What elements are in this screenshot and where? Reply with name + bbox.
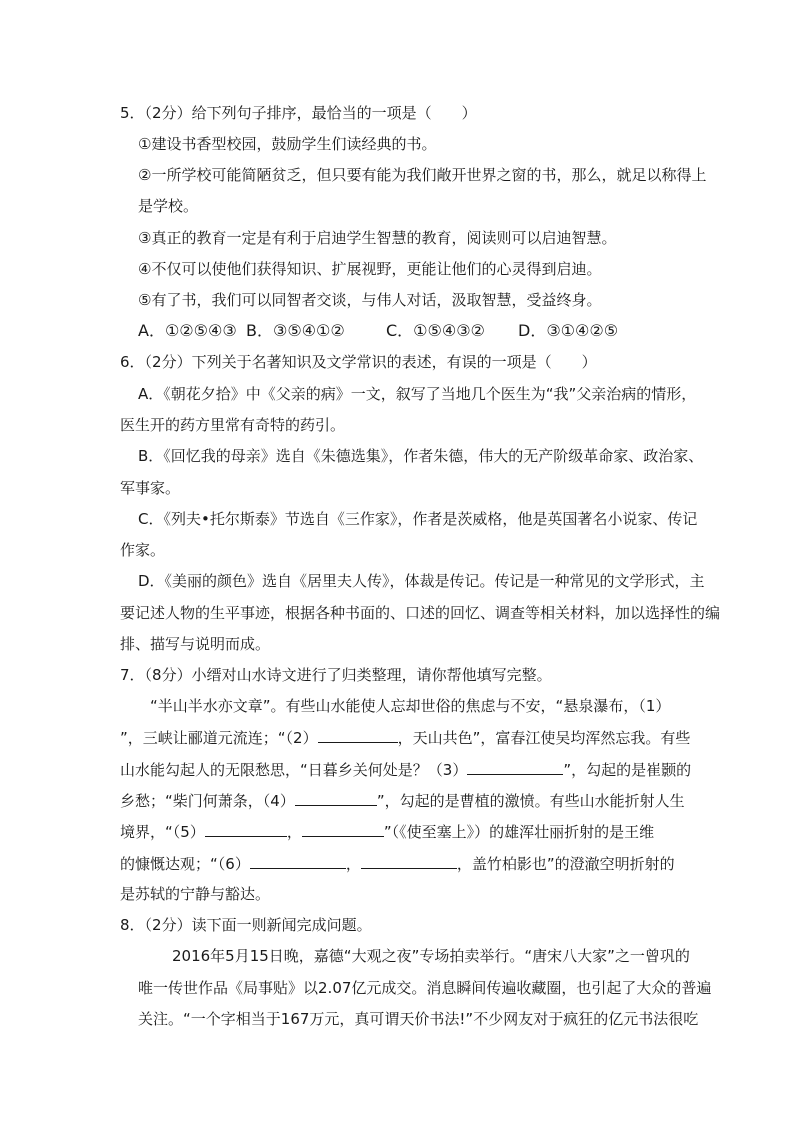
q6-option-d-cont-1: 要记述人物的生平事迹，根据各种书面的、口述的回忆、调查等相关材料，加以选择性的编: [120, 604, 721, 622]
q5-option-d[interactable]: D．③①④②⑤: [518, 321, 619, 340]
q7-line-3: [120, 759, 691, 780]
q7-line-5-c: ”（《使至塞上》）的雄浑壮丽折射的是王维: [383, 823, 655, 841]
q7-blank-2[interactable]: [318, 727, 398, 743]
q7-line-4-b: ”，勾起的是曹植的激愤。有些山水能折射人生: [376, 792, 685, 810]
q6-option-b: B．《回忆我的母亲》选自《朱德选集》，作者朱德，伟大的无产阶级革命家、政治家、: [138, 447, 704, 465]
q6-option-c: C．《列夫•托尔斯泰》节选自《三作家》，作者是茨威格，他是英国著名小说家、传记: [138, 510, 698, 528]
q7-blank-6b[interactable]: [361, 853, 457, 869]
q7-stem: 7．（8分）小缙对山水诗文进行了归类整理，请你帮他填写完整。: [120, 666, 552, 684]
q7-line-6-c: ，盖竹柏影也”的澄澈空明折射的: [456, 855, 675, 873]
q7-line-3-a: 山水能勾起人的无限愁思，“日暮乡关何处是？（3）: [120, 761, 468, 779]
q7-line-2: [120, 727, 690, 748]
q7-blank-6a[interactable]: [250, 853, 346, 869]
q7-line-2-a: ”，三峡让郦道元流连；“（2）: [120, 729, 318, 747]
q7-line-3-b: ”，勾起的是崔颢的: [563, 761, 692, 779]
q7-line-5-a: 境界，“（5）: [120, 823, 205, 841]
q5-sentence-3: ③真正的教育一定是有利于启迪学生智慧的教育，阅读则可以启迪智慧。: [138, 229, 617, 247]
q5-options: [138, 321, 618, 341]
q6-option-a-cont: 医生开的药方里常有奇特的药引。: [120, 416, 346, 434]
q8-news-line-2: 唯一传世作品《局事贴》以2.07亿元成交。消息瞬间传遍收藏圈，也引起了大众的普遍: [138, 979, 712, 997]
q6-option-a: A．《朝花夕拾》中《父亲的病》一文，叙写了当地几个医生为“我”父亲治病的情形，: [138, 385, 697, 403]
q5-sentence-2: ②一所学校可能简陋贫乏，但只要有能为我们敞开世界之窗的书，那么，就足以称得上: [138, 166, 707, 184]
q7-line-1: “半山半水亦文章”。有些山水能使人忘却世俗的焦虑与不安，“悬泉瀑布，（1）: [150, 697, 671, 715]
q5-stem: 5．（2分）给下列句子排序，最恰当的一项是（ ）: [120, 104, 477, 122]
q6-option-d-cont-2: 排、描写与说明而成。: [120, 635, 271, 653]
q6-option-b-cont: 军事家。: [120, 479, 181, 497]
q5-sentence-5: ⑤有了书，我们可以同智者交谈，与伟人对话，汲取智慧，受益终身。: [138, 291, 602, 309]
q8-news-line-3: 关注。“一个字相当于167万元，真可谓天价书法!”不少网友对于疯狂的亿元书法很吃: [138, 1010, 699, 1028]
q8-news-line-1: 2016年5月15日晚，嘉德“大观之夜”专场拍卖举行。“唐宋八大家”之一曾巩的: [172, 947, 690, 965]
q7-blank-5b[interactable]: [302, 821, 384, 837]
q7-blank-3[interactable]: [467, 759, 563, 775]
q7-line-4: [120, 790, 685, 811]
q5-option-a[interactable]: A．①②⑤④③: [138, 321, 237, 340]
q5-sentence-4: ④不仅可以使他们获得知识、扩展视野，更能让他们的心灵得到启迪。: [138, 260, 602, 278]
q7-blank-4[interactable]: [295, 790, 377, 806]
q7-line-5-b: ，: [286, 823, 302, 841]
q7-blank-5a[interactable]: [205, 821, 287, 837]
q5-sentence-2-cont: 是学校。: [138, 197, 199, 215]
q5-option-b[interactable]: B．③⑤④①②: [246, 321, 345, 340]
q7-line-6-a: 的慷慨达观；“（6）: [120, 855, 250, 873]
q8-stem: 8．（2分）读下面一则新闻完成问题。: [120, 916, 372, 934]
q6-option-d: D．《美丽的颜色》选自《居里夫人传》，体裁是传记。传记是一种常见的文学形式，主: [138, 572, 705, 590]
q6-stem: 6．（2分）下列关于名著知识及文学常识的表述，有误的一项是（ ）: [120, 353, 597, 371]
q6-option-c-cont: 作家。: [120, 541, 166, 559]
q5-sentence-1: ①建设书香型校园，鼓励学生们读经典的书。: [138, 135, 437, 153]
q7-line-6-b: ，: [345, 855, 361, 873]
q7-line-7: 是苏轼的宁静与豁达。: [120, 885, 271, 903]
q7-line-5: [120, 821, 654, 842]
q7-line-2-b: ，天山共色”，富春江使吴均浑然忘我。有些: [397, 729, 691, 747]
q7-line-6: [120, 853, 675, 874]
q5-option-c[interactable]: C．①⑤④③②: [386, 321, 485, 340]
q7-line-4-a: 乡愁；“柴门何萧条，（4）: [120, 792, 295, 810]
